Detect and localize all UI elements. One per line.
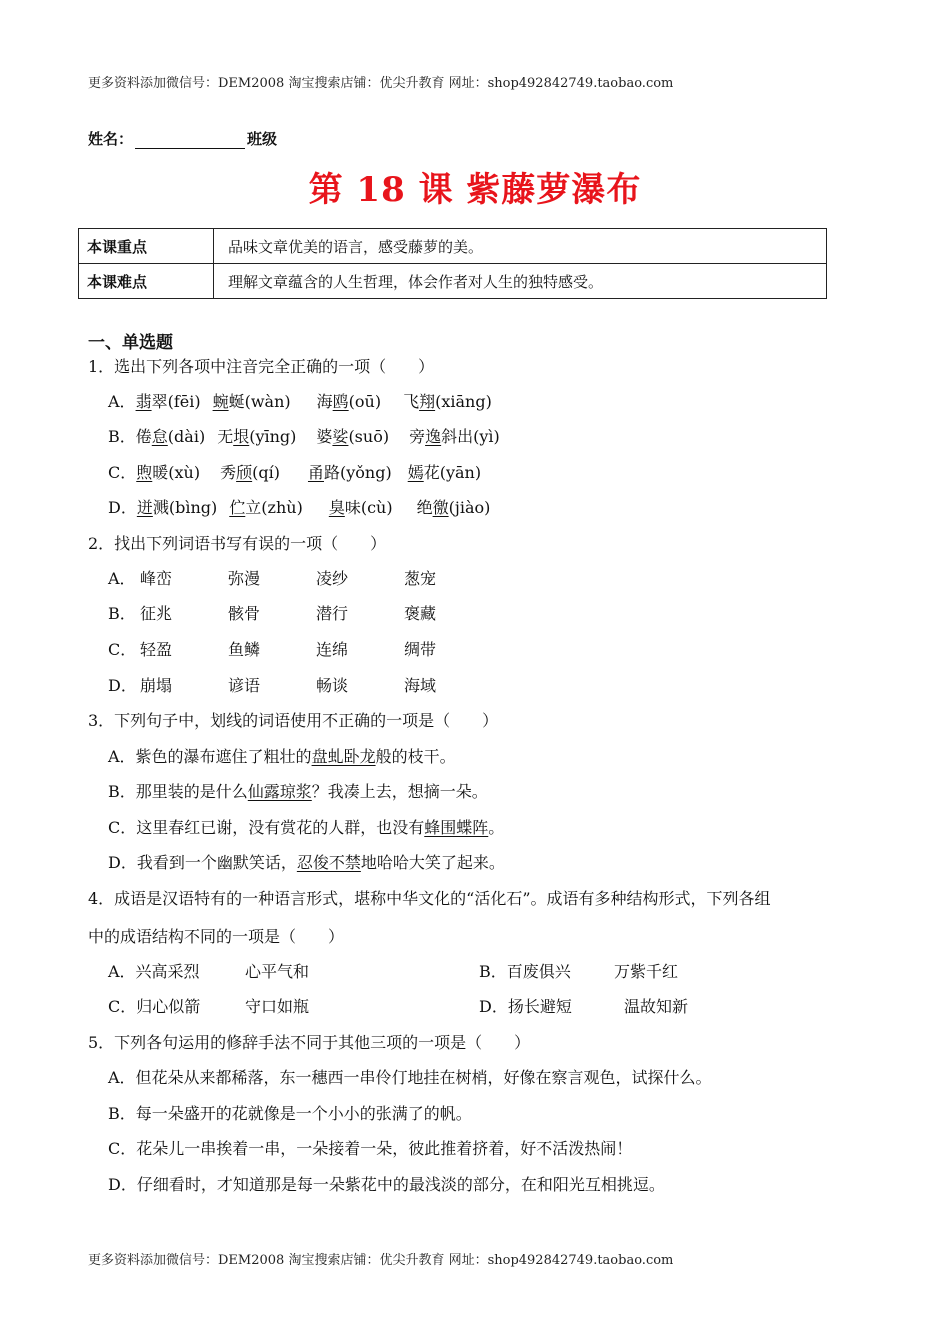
q4-stem-line1: 4．成语是汉语特有的一种语言形式，堪称中华文化的“活化石”。成语有多种结构形式，下列各组 — [88, 889, 771, 908]
option-text: 心平气和 — [245, 962, 310, 981]
pinyin-char: 徼 — [432, 498, 449, 517]
word: 弥漫 — [228, 569, 261, 588]
option-text: 温故知新 — [624, 997, 689, 1016]
word: 褒藏 — [404, 604, 437, 623]
option-text: 秀 — [220, 463, 237, 482]
word: 崩塌 — [140, 676, 173, 695]
option-text: 般的枝干。 — [375, 747, 456, 766]
option-letter: D． — [108, 676, 137, 695]
option-text: 无 — [217, 427, 234, 446]
word: 连绵 — [316, 640, 349, 659]
q4-option-c[interactable] — [108, 994, 309, 1017]
q5-option-b[interactable]: B．每一朵盛开的花就像是一个小小的张满了的帆。 — [108, 1104, 472, 1123]
option-text: 立(zhù) — [245, 498, 303, 517]
q1-option-b[interactable] — [108, 424, 500, 447]
option-text: A．兴高采烈 — [108, 962, 200, 981]
word: 轻盈 — [140, 640, 173, 659]
q4-option-b[interactable] — [479, 959, 678, 982]
q2-option-c[interactable] — [108, 637, 436, 660]
word: 海域 — [404, 676, 437, 695]
option-text: 万紫千红 — [614, 962, 679, 981]
option-text: ？我凑上去，想摘一朵。 — [311, 782, 488, 801]
underlined-phrase: 盘虬卧龙 — [311, 747, 376, 766]
underlined-phrase: 仙露琼浆 — [247, 782, 312, 801]
footer-note: 更多资料添加微信号：DEM2008 淘宝搜索店铺：优尖升教育 网址：shop492842749.taobao.com — [88, 1253, 674, 1268]
pinyin-char: 伫 — [229, 498, 246, 517]
word: 征兆 — [140, 604, 173, 623]
pinyin-char: 迸 — [136, 498, 153, 517]
word: 凌纱 — [316, 569, 349, 588]
word: 潜行 — [316, 604, 349, 623]
q4-option-a[interactable] — [108, 959, 309, 982]
pinyin-char: 颀 — [236, 463, 253, 482]
word: 畅谈 — [316, 676, 349, 695]
q3-stem: 3．下列句子中，划线的词语使用不正确的一项是（ ） — [88, 711, 499, 730]
option-text: 花(yān) — [423, 463, 482, 482]
option-text: D．扬长避短 — [479, 997, 572, 1016]
option-text: C．归心似箭 — [108, 997, 201, 1016]
option-text: 飞 — [403, 392, 420, 411]
option-text: 味(cù) — [344, 498, 393, 517]
option-text: (yīng) — [249, 427, 297, 446]
lesson-focus-table — [78, 228, 827, 299]
option-text: B．百废俱兴 — [479, 962, 571, 981]
option-text: (suō) — [348, 427, 390, 446]
option-text: (qí) — [252, 463, 280, 482]
pinyin-char: 煦 — [136, 463, 153, 482]
q1-stem: 1．选出下列各项中注音完全正确的一项（ ） — [88, 357, 435, 376]
option-letter: B． — [108, 427, 136, 446]
lesson-title: 第 18 课 紫藤萝瀑布 — [308, 170, 642, 210]
difficulty-key: 本课难点 — [79, 264, 214, 299]
option-text: 路(yǒng) — [323, 463, 392, 482]
option-letter: C． — [108, 463, 137, 482]
option-text: C．这里春红已谢，没有赏花的人群，也没有 — [108, 818, 425, 837]
option-text: 暖(xù) — [152, 463, 201, 482]
option-text: 地哈哈大笑了起来。 — [360, 853, 505, 872]
pinyin-char: 蜿 — [212, 392, 229, 411]
q3-option-d[interactable] — [108, 850, 505, 873]
option-text: 海 — [316, 392, 333, 411]
option-text: 斜出(yì) — [441, 427, 500, 446]
q2-option-b[interactable] — [108, 601, 436, 624]
word: 峰峦 — [140, 569, 173, 588]
focus-key: 本课重点 — [79, 229, 214, 264]
pinyin-char: 怠 — [151, 427, 168, 446]
q1-option-a[interactable] — [108, 389, 492, 412]
option-text: (oū) — [348, 392, 382, 411]
pinyin-char: 鸥 — [332, 392, 349, 411]
pinyin-char: 垠 — [233, 427, 250, 446]
q2-stem: 2．找出下列词语书写有误的一项（ ） — [88, 534, 387, 553]
option-text: (dài) — [167, 427, 206, 446]
option-text: D．我看到一个幽默笑话， — [108, 853, 297, 872]
option-letter: D． — [108, 498, 137, 517]
pinyin-char: 翡 — [135, 392, 152, 411]
q3-option-b[interactable] — [108, 779, 488, 802]
q3-option-a[interactable] — [108, 744, 456, 767]
option-text: 溅(bìng) — [152, 498, 218, 517]
difficulty-value: 理解文章蕴含的人生哲理，体会作者对人生的独特感受。 — [214, 264, 827, 299]
name-class-line — [88, 128, 277, 149]
word: 绸带 — [404, 640, 437, 659]
option-text: 守口如瓶 — [245, 997, 310, 1016]
word: 谚语 — [228, 676, 261, 695]
pinyin-char: 翔 — [419, 392, 436, 411]
pinyin-char: 娑 — [332, 427, 349, 446]
q4-stem-line2: 中的成语结构不同的一项是（ ） — [88, 927, 345, 946]
option-text: 绝 — [416, 498, 433, 517]
q2-option-d[interactable] — [108, 673, 436, 696]
option-text: 。 — [488, 818, 505, 837]
section-title: 一、单选题 — [88, 333, 173, 353]
word: 骸骨 — [228, 604, 261, 623]
underlined-phrase: 蜂围蝶阵 — [424, 818, 489, 837]
q5-option-a[interactable]: A．但花朵从来都稀落，东一穗西一串伶仃地挂在树梢，好像在察言观色，试探什么。 — [108, 1068, 712, 1087]
option-letter: A． — [108, 392, 136, 411]
class-label: 班级 — [247, 130, 278, 148]
name-label: 姓名： — [88, 130, 134, 148]
option-letter: A． — [108, 569, 136, 588]
table-row — [79, 264, 827, 299]
underlined-phrase: 忍俊不禁 — [296, 853, 361, 872]
word: 葱宠 — [404, 569, 437, 588]
option-text: B．那里装的是什么 — [108, 782, 248, 801]
option-text: 蜒(wàn) — [228, 392, 291, 411]
q1-option-d[interactable] — [108, 495, 490, 518]
word: 鱼鳞 — [228, 640, 261, 659]
pinyin-char: 嫣 — [407, 463, 424, 482]
option-letter: B． — [108, 604, 136, 623]
option-text: (jiào) — [448, 498, 491, 517]
name-blank[interactable] — [135, 132, 245, 149]
option-text: 翠(fēi) — [151, 392, 201, 411]
option-text: 旁 — [409, 427, 426, 446]
q1-option-c[interactable] — [108, 460, 481, 483]
q3-option-c[interactable] — [108, 815, 504, 838]
pinyin-char: 臭 — [328, 498, 345, 517]
focus-value: 品味文章优美的语言，感受藤萝的美。 — [214, 229, 827, 264]
option-text: (xiāng) — [435, 392, 492, 411]
option-letter: C． — [108, 640, 137, 659]
q4-option-d[interactable] — [479, 994, 688, 1017]
option-text: 倦 — [135, 427, 152, 446]
q2-option-a[interactable] — [108, 566, 436, 589]
q5-stem: 5．下列各句运用的修辞手法不同于其他三项的一项是（ ） — [88, 1033, 531, 1052]
option-text: A．紫色的瀑布遮住了粗壮的 — [108, 747, 312, 766]
q5-option-d[interactable]: D．仔细看时，才知道那是每一朵紫花中的最浅淡的部分，在和阳光互相挑逗。 — [108, 1175, 665, 1194]
q5-option-c[interactable]: C．花朵儿一串挨着一串，一朵接着一朵，彼此推着挤着，好不活泼热闹！ — [108, 1139, 633, 1158]
header-note: 更多资料添加微信号：DEM2008 淘宝搜索店铺：优尖升教育 网址：shop492842749.taobao.com — [88, 76, 674, 91]
option-text: 婆 — [316, 427, 333, 446]
pinyin-char: 甬 — [307, 463, 324, 482]
table-row — [79, 229, 827, 264]
pinyin-char: 逸 — [425, 427, 442, 446]
